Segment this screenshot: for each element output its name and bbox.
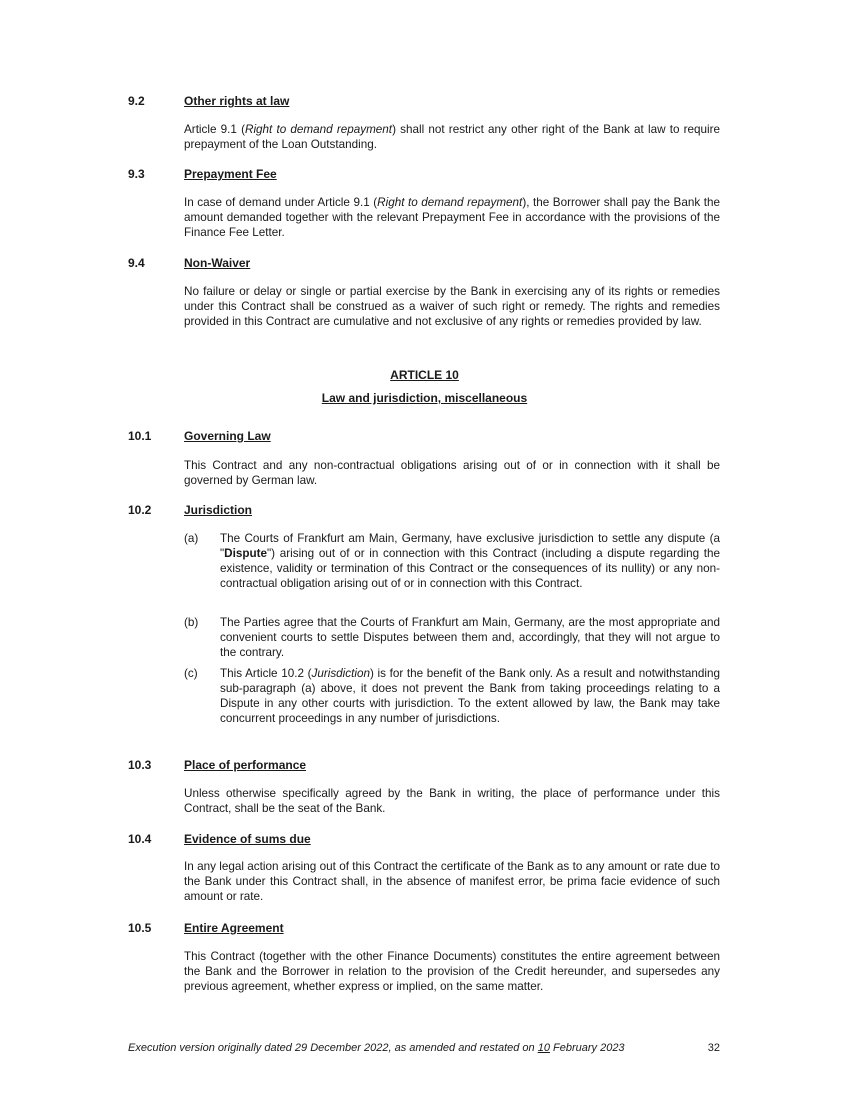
section-body: In any legal action arising out of this Contract the certificate of the Bank as to any amount or rate due to the Bank under this Contract shall, in the absence of manifest error, be prima facie evidence of such amount or rate. [184, 860, 720, 903]
section-heading: Non-Waiver [184, 256, 251, 270]
footer-text: Execution version originally dated 29 December 2022, as amended and restated on [128, 1042, 538, 1054]
section-number: 10.3 [128, 758, 152, 772]
body-text: In case of demand under Article 9.1 ( [184, 196, 378, 209]
body-italic: Right to demand repayment [377, 196, 523, 209]
subparagraph-label: (c) [184, 667, 198, 680]
section-body: This Contract and any non-contractual obligations arising out of or in connection with it shall be governed by German law. [184, 459, 720, 487]
section-number: 10.5 [128, 921, 152, 935]
body-text: This Article 10.2 ( [220, 667, 312, 680]
section-heading: Jurisdiction [184, 503, 253, 517]
section-number: 9.2 [128, 94, 145, 108]
subparagraph-label: (a) [184, 532, 199, 545]
body-italic: Jurisdiction [311, 667, 370, 680]
section-number: 9.3 [128, 167, 145, 181]
section-heading: Place of performance [184, 758, 307, 772]
section-number: 10.4 [128, 832, 152, 846]
page-number: 32 [707, 1042, 720, 1054]
section-heading: Other rights at law [184, 94, 290, 108]
body-text: The Courts of Frankfurt am Main, Germany, have exclusive jurisdiction to settle any dispute (a " [220, 532, 720, 560]
subparagraph-text: The Parties agree that the Courts of Frankfurt am Main, Germany, are the most appropriate and convenient courts to settle Disputes between them and, accordingly, that they will not argue to the contrary. [220, 616, 720, 659]
body-text: ), the Borrower shall pay the Bank the amount demanded together with the relevant Prepayment Fee in accordance with the provisions of the Finance Fee Letter. [184, 196, 720, 239]
article-title: ARTICLE 10 [390, 368, 459, 382]
section-heading: Governing Law [184, 429, 271, 443]
section-heading: Evidence of sums due [184, 832, 311, 846]
subparagraph-text [220, 666, 720, 726]
section-number: 10.2 [128, 503, 152, 517]
subparagraph-text [220, 531, 720, 591]
body-text: ) is for the benefit of the Bank only. As a result and notwithstanding sub-paragraph (a) above, it does not prevent the Bank from taking proceedings relating to a Dispute in any other courts with jurisdiction. To the extent allowed by law, the Bank may take concurrent proceedings in any number of jurisdictions. [220, 667, 720, 725]
page-footer [128, 1041, 720, 1055]
body-text: Article 9.1 ( [184, 123, 245, 136]
section-body [184, 195, 720, 240]
section-body [184, 122, 720, 152]
body-text: ") arising out of or in connection with this Contract (including a dispute regarding the existence, validity or termination of this Contract or the consequences of its nullity) or any non-contractual obligation arising out of or in connection with this Contract. [220, 547, 720, 590]
body-text: ) shall not restrict any other right of the Bank at law to require prepayment of the Loan Outstanding. [184, 123, 721, 151]
defined-term: Dispute [224, 547, 268, 560]
body-italic: Right to demand repayment [245, 123, 393, 136]
article-subtitle: Law and jurisdiction, miscellaneous [321, 391, 528, 405]
section-heading: Entire Agreement [184, 921, 284, 935]
section-body: Unless otherwise specifically agreed by the Bank in writing, the place of performance under this Contract, shall be the seat of the Bank. [184, 787, 720, 815]
subparagraph-label: (b) [184, 616, 199, 629]
section-number: 10.1 [128, 429, 152, 443]
section-body: No failure or delay or single or partial exercise by the Bank in exercising any of its rights or remedies under this Contract shall be construed as a waiver of such right or remedy. The rights and remedies provided in this Contract are cumulative and not exclusive of any rights or remedies provided by law. [184, 285, 720, 328]
footer-date-day: 10 [537, 1042, 550, 1054]
section-body: This Contract (together with the other Finance Documents) constitutes the entire agreement between the Bank and the Borrower in relation to the provision of the Credit hereunder, and supersedes any previous agreement, whether express or implied, on the same matter. [184, 950, 720, 993]
section-number: 9.4 [128, 256, 145, 270]
footer-version-note [128, 1042, 625, 1054]
section-heading: Prepayment Fee [184, 167, 277, 181]
footer-text: February 2023 [549, 1042, 625, 1054]
